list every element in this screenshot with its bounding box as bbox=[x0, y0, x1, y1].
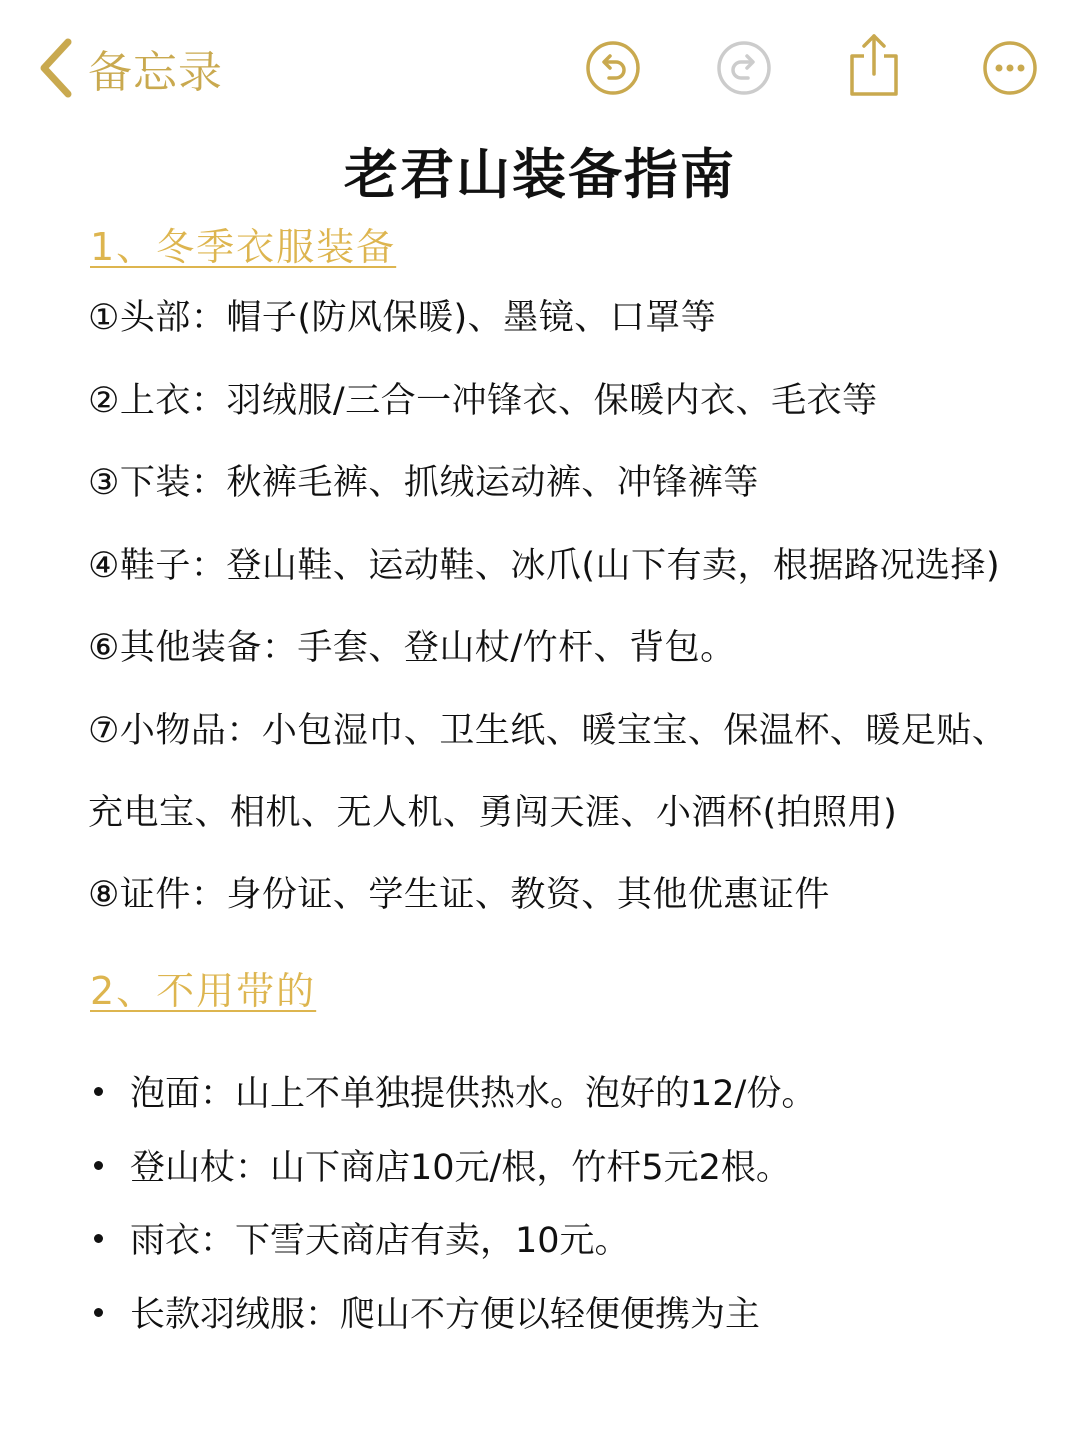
list-item[interactable]: 充电宝、相机、无人机、勇闯天涯、小酒杯(拍照用) bbox=[88, 793, 898, 833]
list-item[interactable]: ②上衣：羽绒服/三合一冲锋衣、保暖内衣、毛衣等 bbox=[88, 381, 878, 421]
navigation-bar bbox=[0, 0, 1080, 130]
bullet-dot bbox=[94, 1161, 103, 1170]
redo-icon bbox=[716, 40, 772, 96]
share-icon bbox=[846, 32, 902, 98]
chevron-left-icon bbox=[38, 38, 74, 98]
bullet-text: 泡面：山上不单独提供热水。泡好的12/份。 bbox=[130, 1074, 817, 1114]
note-title[interactable]: 老君山装备指南 bbox=[344, 143, 736, 206]
redo-button[interactable] bbox=[716, 40, 772, 96]
back-button[interactable] bbox=[38, 36, 223, 100]
more-icon bbox=[982, 40, 1038, 96]
bullet-item[interactable] bbox=[88, 1287, 760, 1337]
bullet-dot bbox=[94, 1087, 103, 1096]
bullet-item[interactable] bbox=[88, 1140, 791, 1190]
bullet-text: 雨衣：下雪天商店有卖，10元。 bbox=[130, 1221, 630, 1261]
section-heading-winter-clothing[interactable]: 1、冬季衣服装备 bbox=[90, 225, 397, 269]
more-button[interactable] bbox=[982, 40, 1038, 96]
share-button[interactable] bbox=[846, 32, 902, 98]
undo-button[interactable] bbox=[585, 40, 641, 96]
bullet-item[interactable] bbox=[88, 1066, 816, 1116]
list-item[interactable]: ⑥其他装备：手套、登山杖/竹杆、背包。 bbox=[88, 628, 736, 668]
list-item[interactable]: ④鞋子：登山鞋、运动鞋、冰爪(山下有卖，根据路况选择) bbox=[88, 546, 1001, 586]
back-label: 备忘录 bbox=[88, 47, 223, 98]
list-item[interactable]: ①头部：帽子(防风保暖)、墨镜、口罩等 bbox=[88, 298, 717, 338]
section-heading-not-needed[interactable]: 2、不用带的 bbox=[90, 969, 317, 1013]
list-item[interactable]: ⑧证件：身份证、学生证、教资、其他优惠证件 bbox=[88, 875, 830, 915]
undo-icon bbox=[585, 40, 641, 96]
list-item[interactable]: ⑦小物品：小包湿巾、卫生纸、暖宝宝、保温杯、暖足贴、 bbox=[88, 711, 1008, 751]
bullet-item[interactable] bbox=[88, 1213, 630, 1263]
bullet-text: 登山杖：山下商店10元/根，竹杆5元2根。 bbox=[130, 1148, 791, 1188]
bullet-text: 长款羽绒服：爬山不方便以轻便便携为主 bbox=[130, 1295, 761, 1335]
bullet-dot bbox=[94, 1234, 103, 1243]
list-item[interactable]: ③下装：秋裤毛裤、抓绒运动裤、冲锋裤等 bbox=[88, 463, 759, 503]
bullet-dot bbox=[94, 1308, 103, 1317]
